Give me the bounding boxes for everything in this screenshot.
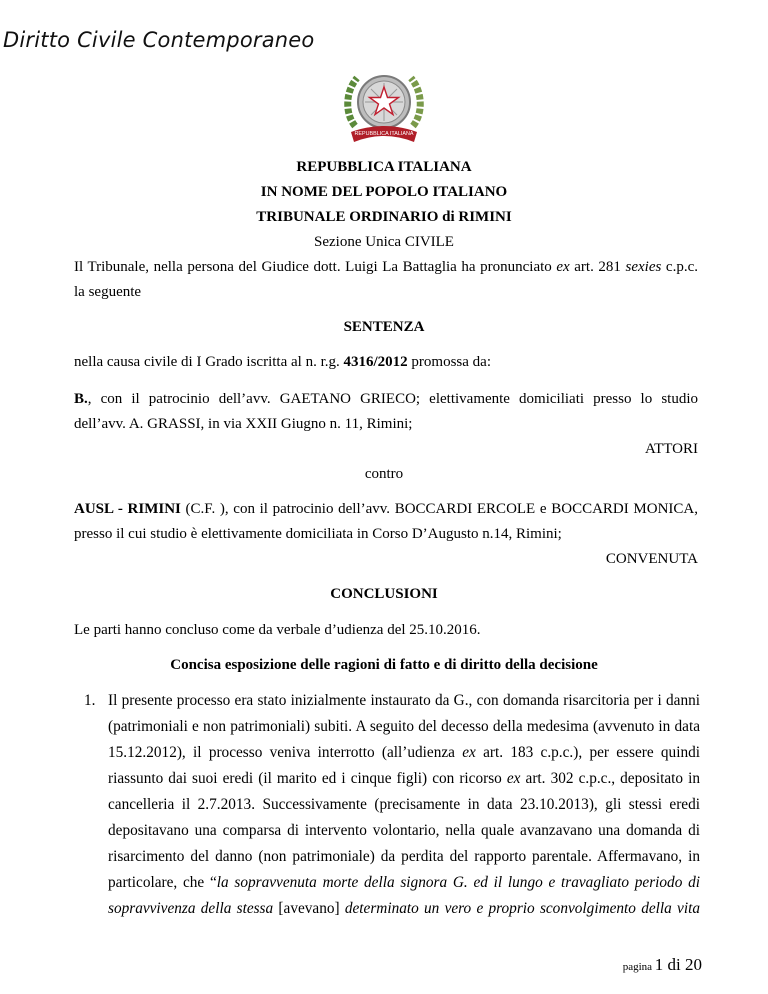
page-footer <box>623 955 702 975</box>
heading-line-1: REPUBBLICA ITALIANA <box>296 159 472 175</box>
paragraph-line: particolare, che “la sopravvenuta morte della signora G. ed il lungo e travagliato periodo di <box>108 874 701 891</box>
sentenza-title: SENTENZA <box>343 319 425 335</box>
list-number: 1. <box>84 692 96 709</box>
heading-line-4: Sezione Unica CIVILE <box>314 234 454 250</box>
attori-line-1: B., con il patrocinio dell’avv. GAETANO GRIECO; elettivamente domiciliati presso lo studio <box>74 391 698 407</box>
paragraph-line: risarcimento del danno (non patrimoniale) da perdita del rapporto parentale. Affermavano, in <box>108 848 700 865</box>
heading-line-2: IN NOME DEL POPOLO ITALIANO <box>260 184 508 200</box>
paragraph-line: sopravvivenza della stessa [avevano] determinato un vero e proprio sconvolgimento della vita <box>108 900 700 917</box>
convenuta-line-1: AUSL - RIMINI (C.F. ), con il patrocinio dell’avv. BOCCARDI ERCOLE e BOCCARDI MONICA, <box>74 501 699 517</box>
paragraph-line: Il presente processo era stato inizialmente instaurato da G., con domanda risarcitoria per i danni <box>108 692 700 709</box>
paragraph-line: riassunto dai suoi eredi (il marito ed i cinque figli) con ricorso ex art. 302 c.p.c., depositato in <box>108 770 700 787</box>
contro-label: contro <box>364 466 404 482</box>
conclusioni-text: Le parti hanno concluso come da verbale d’udienza del 25.10.2016. <box>74 622 481 638</box>
attori-line-2: dell’avv. A. GRASSI, in via XXII Giugno n. 11, Rimini; <box>74 416 413 432</box>
intro-line-2: la seguente <box>74 284 142 300</box>
esposizione-title: Concisa esposizione delle ragioni di fatto e di diritto della decisione <box>170 657 598 673</box>
causa-line: nella causa civile di I Grado iscritta al n. r.g. 4316/2012 promossa da: <box>74 354 491 370</box>
intro-line-1: Il Tribunale, nella persona del Giudice dott. Luigi La Battaglia ha pronunciato ex art. 281 sexies c.p.c. <box>74 259 698 275</box>
convenuta-line-2: presso il cui studio è elettivamente domiciliata in Corso D’Augusto n.14, Rimini; <box>74 526 562 542</box>
journal-header: Diritto Civile Contemporaneo <box>3 28 315 52</box>
attori-label: ATTORI <box>644 441 698 457</box>
page-number: 1 di 20 <box>654 955 702 974</box>
conclusioni-title: CONCLUSIONI <box>330 586 438 602</box>
paragraph-line: depositavano una comparsa di intervento volontario, nella quale avanzavano una domanda di <box>108 822 700 839</box>
page-label: pagina <box>622 961 653 973</box>
heading-line-3: TRIBUNALE ORDINARIO di RIMINI <box>256 209 512 225</box>
paragraph-line: 15.12.2012), il processo veniva interrotto (all’udienza ex art. 183 c.p.c.), per essere quindi <box>108 744 700 761</box>
italian-republic-emblem-icon <box>341 62 427 148</box>
paragraph-line: (patrimoniali e non patrimoniali) subiti. A seguito del decesso della medesima (avvenuto in data <box>108 718 700 735</box>
convenuta-label: CONVENUTA <box>605 551 698 567</box>
emblem-banner-text: REPUBBLICA ITALIANA <box>354 131 414 137</box>
paragraph-line: cancelleria il 2.7.2013. Successivamente (precisamente in data 23.10.2013), gli stessi eredi <box>108 796 700 813</box>
